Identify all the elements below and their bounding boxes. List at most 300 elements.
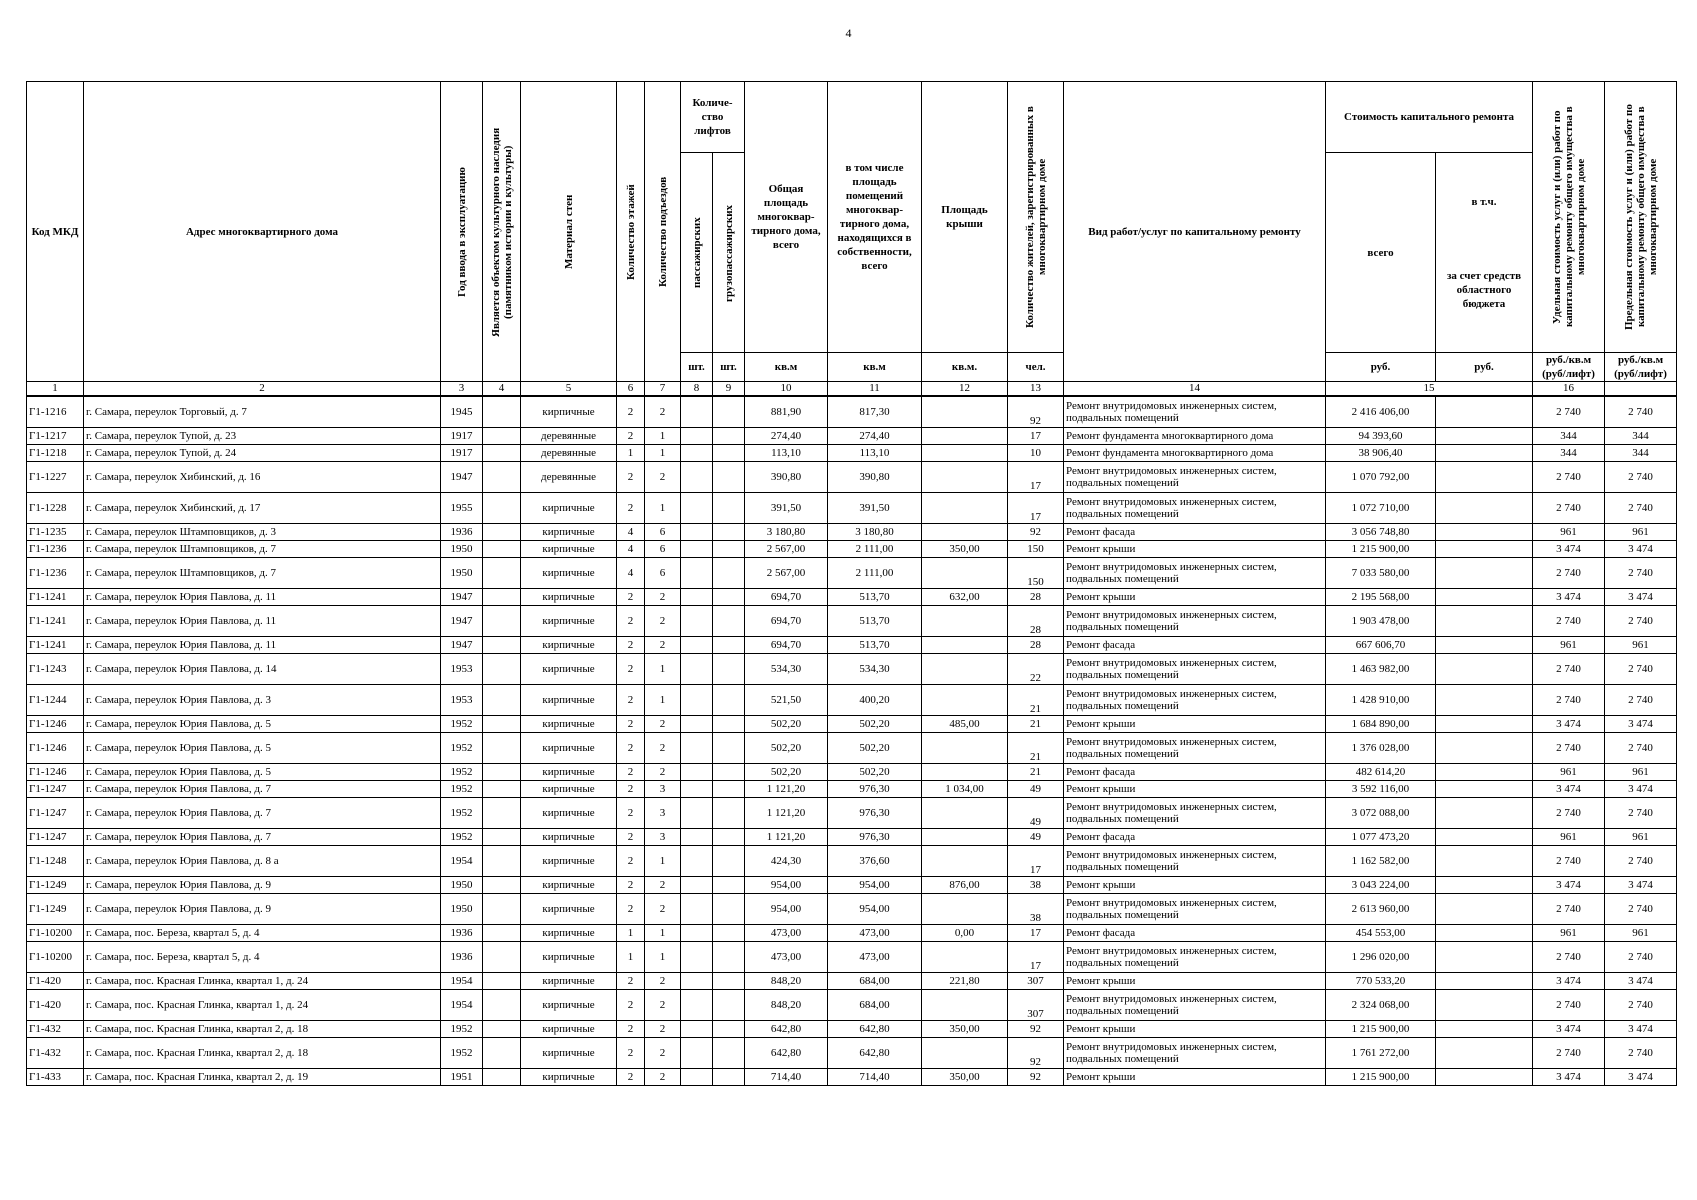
cell-work-type: Ремонт внутридомовых инженерных систем, подвальных помещений (1064, 558, 1326, 589)
cell-lifts-pass (681, 1038, 713, 1069)
cell-address: г. Самара, переулок Юрия Павлова, д. 9 (84, 894, 441, 925)
table-row (27, 716, 1677, 733)
cell-entrances: 2 (645, 637, 681, 654)
table-header (27, 82, 1677, 382)
cell-work-type: Ремонт внутридомовых инженерных систем, подвальных помещений (1064, 798, 1326, 829)
cell-cost-regional (1436, 541, 1533, 558)
cell-lifts-cargo (713, 829, 745, 846)
column-number: 6 (617, 382, 645, 397)
cell-residents: 28 (1008, 606, 1064, 637)
cell-total-area: 521,50 (745, 685, 828, 716)
cell-walls: кирпичные (521, 524, 617, 541)
cell-walls: кирпичные (521, 973, 617, 990)
cell-total-area: 954,00 (745, 894, 828, 925)
cell-address: г. Самара, пос. Красная Глинка, квартал 2, д. 18 (84, 1038, 441, 1069)
column-number: 7 (645, 382, 681, 397)
cell-heritage (483, 558, 521, 589)
cell-walls: кирпичные (521, 396, 617, 428)
cell-heritage (483, 798, 521, 829)
cell-lifts-cargo (713, 990, 745, 1021)
cell-floors: 2 (617, 846, 645, 877)
cell-cost-regional (1436, 973, 1533, 990)
capital-repair-table (26, 81, 1677, 1086)
cell-unit-cost: 2 740 (1533, 733, 1605, 764)
cell-floors: 2 (617, 654, 645, 685)
cell-entrances: 2 (645, 990, 681, 1021)
cell-residents: 21 (1008, 764, 1064, 781)
cell-entrances: 2 (645, 764, 681, 781)
cell-heritage (483, 541, 521, 558)
cell-year: 1945 (441, 396, 483, 428)
cell-max-cost: 3 474 (1605, 541, 1677, 558)
cell-owned-area: 2 111,00 (828, 558, 922, 589)
header-unit-cost: Удельная стоимость услуг и (или) работ по капитальному ремонту общего имущества в многоквартирном доме (1533, 82, 1605, 353)
cell-unit-cost: 3 474 (1533, 877, 1605, 894)
table-row (27, 589, 1677, 606)
cell-owned-area: 976,30 (828, 781, 922, 798)
cell-max-cost: 2 740 (1605, 493, 1677, 524)
cell-lifts-pass (681, 846, 713, 877)
cell-roof-area: 0,00 (922, 925, 1008, 942)
cell-total-area: 1 121,20 (745, 781, 828, 798)
cell-lifts-pass (681, 637, 713, 654)
cell-unit-cost: 961 (1533, 637, 1605, 654)
cell-residents: 10 (1008, 445, 1064, 462)
cell-cost-total: 770 533,20 (1326, 973, 1436, 990)
cell-year: 1955 (441, 493, 483, 524)
cell-lifts-cargo (713, 781, 745, 798)
column-number: 5 (521, 382, 617, 397)
column-number: 4 (483, 382, 521, 397)
cell-lifts-cargo (713, 925, 745, 942)
cell-residents: 49 (1008, 781, 1064, 798)
cell-total-area: 714,40 (745, 1069, 828, 1086)
cell-max-cost: 961 (1605, 764, 1677, 781)
cell-owned-area: 534,30 (828, 654, 922, 685)
cell-lifts-cargo (713, 524, 745, 541)
cell-cost-total: 2 324 068,00 (1326, 990, 1436, 1021)
cell-heritage (483, 716, 521, 733)
cell-owned-area: 473,00 (828, 942, 922, 973)
cell-walls: кирпичные (521, 685, 617, 716)
cell-heritage (483, 764, 521, 781)
cell-roof-area: 350,00 (922, 1021, 1008, 1038)
cell-heritage (483, 685, 521, 716)
cell-entrances: 3 (645, 781, 681, 798)
cell-max-cost: 2 740 (1605, 558, 1677, 589)
cell-kod: Г1-1247 (27, 829, 84, 846)
cell-cost-total: 3 592 116,00 (1326, 781, 1436, 798)
cell-address: г. Самара, переулок Юрия Павлова, д. 14 (84, 654, 441, 685)
cell-lifts-pass (681, 1021, 713, 1038)
cell-walls: деревянные (521, 462, 617, 493)
cell-floors: 2 (617, 829, 645, 846)
cell-unit-cost: 3 474 (1533, 973, 1605, 990)
cell-unit-cost: 2 740 (1533, 558, 1605, 589)
cell-floors: 1 (617, 445, 645, 462)
cell-year: 1950 (441, 541, 483, 558)
cell-heritage (483, 654, 521, 685)
cell-work-type: Ремонт внутридомовых инженерных систем, подвальных помещений (1064, 396, 1326, 428)
table-row (27, 637, 1677, 654)
cell-roof-area: 350,00 (922, 541, 1008, 558)
column-number: 16 (1533, 382, 1605, 397)
header-residents: Количество жителей, зарегистрированных в многоквартирном доме (1008, 82, 1064, 353)
cell-roof-area (922, 846, 1008, 877)
cell-cost-total: 482 614,20 (1326, 764, 1436, 781)
cell-heritage (483, 942, 521, 973)
cell-lifts-cargo (713, 637, 745, 654)
cell-walls: кирпичные (521, 764, 617, 781)
cell-entrances: 2 (645, 1021, 681, 1038)
cell-cost-regional (1436, 654, 1533, 685)
header-year: Год ввода в эксплуатацию (441, 82, 483, 382)
cell-kod: Г1-1235 (27, 524, 84, 541)
cell-residents: 92 (1008, 1021, 1064, 1038)
table-row (27, 493, 1677, 524)
cell-work-type: Ремонт внутридомовых инженерных систем, подвальных помещений (1064, 654, 1326, 685)
cell-max-cost: 2 740 (1605, 396, 1677, 428)
cell-kod: Г1-1244 (27, 685, 84, 716)
cell-max-cost: 3 474 (1605, 973, 1677, 990)
cell-cost-total: 1 072 710,00 (1326, 493, 1436, 524)
cell-heritage (483, 1038, 521, 1069)
cell-owned-area: 513,70 (828, 589, 922, 606)
cell-address: г. Самара, переулок Штамповщиков, д. 3 (84, 524, 441, 541)
cell-walls: кирпичные (521, 589, 617, 606)
cell-total-area: 534,30 (745, 654, 828, 685)
cell-heritage (483, 1021, 521, 1038)
cell-walls: кирпичные (521, 942, 617, 973)
cell-lifts-cargo (713, 558, 745, 589)
cell-residents: 17 (1008, 493, 1064, 524)
header-floors: Количество этажей (617, 82, 645, 382)
cell-max-cost: 2 740 (1605, 654, 1677, 685)
table-row (27, 445, 1677, 462)
cell-entrances: 2 (645, 973, 681, 990)
unit-roof-area: кв.м. (922, 353, 1008, 382)
cell-unit-cost: 2 740 (1533, 990, 1605, 1021)
cell-cost-total: 1 070 792,00 (1326, 462, 1436, 493)
cell-roof-area: 485,00 (922, 716, 1008, 733)
cell-cost-regional (1436, 781, 1533, 798)
cell-floors: 2 (617, 637, 645, 654)
cell-walls: кирпичные (521, 925, 617, 942)
column-number-row (27, 382, 1677, 397)
cell-cost-regional (1436, 877, 1533, 894)
header-roof-area: Площадь крыши (922, 82, 1008, 353)
cell-roof-area: 350,00 (922, 1069, 1008, 1086)
cell-entrances: 1 (645, 925, 681, 942)
cell-max-cost: 344 (1605, 428, 1677, 445)
cell-lifts-cargo (713, 894, 745, 925)
cell-owned-area: 390,80 (828, 462, 922, 493)
cell-work-type: Ремонт крыши (1064, 716, 1326, 733)
cell-kod: Г1-1246 (27, 716, 84, 733)
cell-unit-cost: 2 740 (1533, 685, 1605, 716)
cell-kod: Г1-1249 (27, 894, 84, 925)
cell-heritage (483, 428, 521, 445)
cell-lifts-cargo (713, 716, 745, 733)
cell-cost-total: 94 393,60 (1326, 428, 1436, 445)
cell-residents: 21 (1008, 716, 1064, 733)
cell-work-type: Ремонт фасада (1064, 829, 1326, 846)
cell-address: г. Самара, пос. Красная Глинка, квартал 1, д. 24 (84, 973, 441, 990)
cell-floors: 2 (617, 1038, 645, 1069)
cell-heritage (483, 1069, 521, 1086)
header-heritage: Является объектом культурного наследия (памятником истории и культуры) (483, 82, 521, 382)
cell-floors: 2 (617, 589, 645, 606)
cell-year: 1954 (441, 973, 483, 990)
unit-lifts-cargo: шт. (713, 353, 745, 382)
cell-year: 1952 (441, 764, 483, 781)
cell-lifts-pass (681, 973, 713, 990)
cell-owned-area: 954,00 (828, 894, 922, 925)
cell-cost-total: 1 215 900,00 (1326, 1069, 1436, 1086)
cell-floors: 4 (617, 524, 645, 541)
cell-address: г. Самара, переулок Юрия Павлова, д. 11 (84, 589, 441, 606)
cell-owned-area: 684,00 (828, 990, 922, 1021)
cell-cost-regional (1436, 589, 1533, 606)
cell-residents: 28 (1008, 637, 1064, 654)
cell-cost-total: 1 215 900,00 (1326, 1021, 1436, 1038)
cell-lifts-pass (681, 877, 713, 894)
cell-cost-total: 667 606,70 (1326, 637, 1436, 654)
cell-lifts-cargo (713, 733, 745, 764)
cell-work-type: Ремонт крыши (1064, 589, 1326, 606)
cell-walls: кирпичные (521, 1069, 617, 1086)
cell-owned-area: 376,60 (828, 846, 922, 877)
cell-cost-regional (1436, 764, 1533, 781)
cell-walls: деревянные (521, 445, 617, 462)
cell-residents: 38 (1008, 877, 1064, 894)
table-row (27, 764, 1677, 781)
cell-unit-cost: 3 474 (1533, 589, 1605, 606)
cell-owned-area: 642,80 (828, 1021, 922, 1038)
cell-kod: Г1-1249 (27, 877, 84, 894)
cell-roof-area (922, 685, 1008, 716)
cell-kod: Г1-1216 (27, 396, 84, 428)
table-row (27, 685, 1677, 716)
cell-max-cost: 2 740 (1605, 846, 1677, 877)
cell-total-area: 1 121,20 (745, 829, 828, 846)
cell-unit-cost: 2 740 (1533, 942, 1605, 973)
cell-unit-cost: 2 740 (1533, 894, 1605, 925)
cell-kod: Г1-420 (27, 973, 84, 990)
cell-cost-regional (1436, 925, 1533, 942)
header-cost-incl: в т.ч. (1471, 195, 1497, 208)
cell-address: г. Самара, переулок Хибинский, д. 16 (84, 462, 441, 493)
cell-year: 1952 (441, 829, 483, 846)
cell-roof-area (922, 428, 1008, 445)
cell-lifts-cargo (713, 846, 745, 877)
cell-kod: Г1-1241 (27, 589, 84, 606)
cell-total-area: 391,50 (745, 493, 828, 524)
cell-heritage (483, 589, 521, 606)
header-address: Адрес многоквартирного дома (84, 82, 441, 382)
cell-walls: кирпичные (521, 894, 617, 925)
cell-heritage (483, 637, 521, 654)
cell-max-cost: 961 (1605, 925, 1677, 942)
cell-total-area: 2 567,00 (745, 541, 828, 558)
cell-roof-area (922, 733, 1008, 764)
cell-total-area: 694,70 (745, 589, 828, 606)
cell-lifts-pass (681, 589, 713, 606)
cell-residents: 307 (1008, 973, 1064, 990)
cell-heritage (483, 396, 521, 428)
cell-max-cost: 961 (1605, 637, 1677, 654)
cell-residents: 150 (1008, 541, 1064, 558)
cell-kod: Г1-10200 (27, 942, 84, 973)
cell-owned-area: 473,00 (828, 925, 922, 942)
cell-owned-area: 2 111,00 (828, 541, 922, 558)
cell-walls: кирпичные (521, 1038, 617, 1069)
cell-max-cost: 2 740 (1605, 1038, 1677, 1069)
cell-cost-total: 1 162 582,00 (1326, 846, 1436, 877)
cell-heritage (483, 877, 521, 894)
cell-heritage (483, 846, 521, 877)
cell-floors: 2 (617, 493, 645, 524)
header-lifts-cargo: грузопассажирских (713, 153, 745, 353)
cell-lifts-cargo (713, 606, 745, 637)
cell-address: г. Самара, переулок Штамповщиков, д. 7 (84, 541, 441, 558)
table-row (27, 606, 1677, 637)
table-row (27, 781, 1677, 798)
cell-year: 1953 (441, 654, 483, 685)
cell-walls: кирпичные (521, 781, 617, 798)
cell-floors: 2 (617, 396, 645, 428)
cell-year: 1936 (441, 524, 483, 541)
cell-owned-area: 391,50 (828, 493, 922, 524)
cell-lifts-cargo (713, 1069, 745, 1086)
table-row (27, 524, 1677, 541)
cell-cost-regional (1436, 1069, 1533, 1086)
cell-year: 1950 (441, 894, 483, 925)
cell-entrances: 3 (645, 829, 681, 846)
cell-cost-total: 2 613 960,00 (1326, 894, 1436, 925)
column-number: 1 (27, 382, 84, 397)
cell-floors: 2 (617, 606, 645, 637)
cell-year: 1936 (441, 942, 483, 973)
column-number: 2 (84, 382, 441, 397)
cell-max-cost: 2 740 (1605, 798, 1677, 829)
cell-entrances: 2 (645, 894, 681, 925)
cell-unit-cost: 3 474 (1533, 1069, 1605, 1086)
cell-lifts-pass (681, 990, 713, 1021)
header-owned-area: в том числе площадь помещений многоквар-тирного дома, находящихся в собственности, всего (828, 82, 922, 353)
cell-residents: 92 (1008, 396, 1064, 428)
header-kod: Код МКД (27, 82, 84, 382)
cell-cost-regional (1436, 606, 1533, 637)
cell-roof-area (922, 654, 1008, 685)
cell-max-cost: 2 740 (1605, 462, 1677, 493)
cell-lifts-pass (681, 798, 713, 829)
cell-address: г. Самара, переулок Юрия Павлова, д. 9 (84, 877, 441, 894)
cell-work-type: Ремонт крыши (1064, 877, 1326, 894)
cell-entrances: 6 (645, 524, 681, 541)
cell-year: 1952 (441, 1038, 483, 1069)
cell-unit-cost: 961 (1533, 925, 1605, 942)
cell-lifts-cargo (713, 877, 745, 894)
cell-year: 1917 (441, 445, 483, 462)
cell-work-type: Ремонт внутридомовых инженерных систем, подвальных помещений (1064, 685, 1326, 716)
cell-max-cost: 3 474 (1605, 1069, 1677, 1086)
cell-residents: 92 (1008, 1038, 1064, 1069)
cell-entrances: 2 (645, 1038, 681, 1069)
cell-roof-area (922, 462, 1008, 493)
cell-walls: кирпичные (521, 990, 617, 1021)
cell-max-cost: 2 740 (1605, 685, 1677, 716)
cell-heritage (483, 445, 521, 462)
header-cost-regional: в т.ч. за счет средств областного бюджета (1436, 153, 1533, 353)
column-number: 10 (745, 382, 828, 397)
cell-kod: Г1-1241 (27, 606, 84, 637)
cell-heritage (483, 829, 521, 846)
cell-year: 1947 (441, 589, 483, 606)
cell-lifts-cargo (713, 973, 745, 990)
cell-cost-total: 1 761 272,00 (1326, 1038, 1436, 1069)
cell-max-cost: 3 474 (1605, 781, 1677, 798)
cell-kod: Г1-1227 (27, 462, 84, 493)
cell-cost-regional (1436, 524, 1533, 541)
table-row (27, 396, 1677, 428)
column-number: 8 (681, 382, 713, 397)
unit-owned-area: кв.м (828, 353, 922, 382)
table-row (27, 990, 1677, 1021)
cell-residents: 21 (1008, 685, 1064, 716)
cell-cost-regional (1436, 894, 1533, 925)
cell-address: г. Самара, переулок Юрия Павлова, д. 7 (84, 798, 441, 829)
cell-entrances: 6 (645, 558, 681, 589)
cell-total-area: 642,80 (745, 1021, 828, 1038)
header-walls: Материал стен (521, 82, 617, 382)
header-lifts: Количе-ство лифтов (681, 82, 745, 153)
cell-floors: 2 (617, 733, 645, 764)
cell-cost-regional (1436, 445, 1533, 462)
cell-roof-area (922, 894, 1008, 925)
cell-lifts-pass (681, 829, 713, 846)
cell-entrances: 1 (645, 654, 681, 685)
cell-cost-regional (1436, 829, 1533, 846)
cell-unit-cost: 3 474 (1533, 716, 1605, 733)
table-row (27, 541, 1677, 558)
cell-unit-cost: 344 (1533, 445, 1605, 462)
cell-total-area: 848,20 (745, 973, 828, 990)
cell-entrances: 1 (645, 685, 681, 716)
cell-floors: 2 (617, 798, 645, 829)
cell-lifts-pass (681, 894, 713, 925)
cell-roof-area (922, 524, 1008, 541)
cell-max-cost: 3 474 (1605, 1021, 1677, 1038)
header-work-type: Вид работ/услуг по капитальному ремонту (1064, 82, 1326, 382)
cell-work-type: Ремонт крыши (1064, 1021, 1326, 1038)
cell-residents: 21 (1008, 733, 1064, 764)
table-row (27, 894, 1677, 925)
cell-entrances: 2 (645, 589, 681, 606)
cell-work-type: Ремонт фасада (1064, 524, 1326, 541)
cell-kod: Г1-433 (27, 1069, 84, 1086)
cell-lifts-cargo (713, 942, 745, 973)
cell-work-type: Ремонт внутридомовых инженерных систем, подвальных помещений (1064, 462, 1326, 493)
cell-work-type: Ремонт крыши (1064, 973, 1326, 990)
table-row (27, 846, 1677, 877)
cell-heritage (483, 925, 521, 942)
cell-walls: кирпичные (521, 558, 617, 589)
cell-floors: 2 (617, 877, 645, 894)
cell-total-area: 881,90 (745, 396, 828, 428)
cell-cost-total: 1 428 910,00 (1326, 685, 1436, 716)
table-row (27, 942, 1677, 973)
